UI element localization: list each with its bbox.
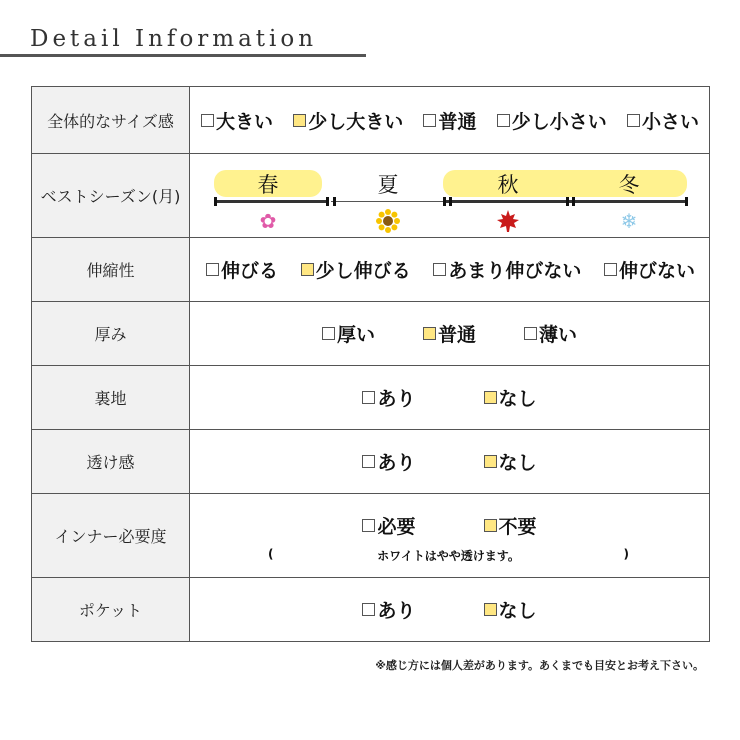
option xyxy=(206,256,278,283)
thickness-options xyxy=(190,320,709,347)
checked-box-icon xyxy=(484,455,497,468)
option-label: 厚い xyxy=(336,324,375,346)
row-value xyxy=(190,87,710,154)
row-size xyxy=(32,87,710,154)
footnote: ※感じ方には個人差があります。あくまでも目安とお考え下さい。 xyxy=(375,659,704,672)
row-label: インナー必要度 xyxy=(32,494,190,578)
season-line xyxy=(214,200,326,203)
option-label: 少し小さい xyxy=(511,110,607,133)
option xyxy=(484,448,537,475)
season-tick xyxy=(214,197,217,206)
option-label: 伸びない xyxy=(618,260,695,282)
season-autumn: 秋 xyxy=(497,173,519,197)
option-label: 不要 xyxy=(498,515,537,538)
row-pocket xyxy=(32,578,710,642)
row-sheer xyxy=(32,430,710,494)
option xyxy=(362,448,415,475)
row-label: 透け感 xyxy=(32,430,190,494)
option-label: なし xyxy=(498,452,537,474)
checked-box-icon xyxy=(301,263,314,276)
option xyxy=(362,512,415,539)
season-tick xyxy=(572,197,575,206)
inner-options xyxy=(190,512,709,539)
option xyxy=(201,107,273,134)
season-summer: 夏 xyxy=(377,173,399,197)
unchecked-box-icon xyxy=(362,603,375,616)
season-tick xyxy=(333,197,336,206)
option-label: 少し大きい xyxy=(308,110,404,133)
title-underline xyxy=(0,54,366,57)
option-label: あり xyxy=(377,388,416,410)
option-label: 薄い xyxy=(539,324,578,346)
season-winter: 冬 xyxy=(618,173,640,197)
row-season xyxy=(32,154,710,238)
maple-leaf-icon xyxy=(496,209,520,233)
unchecked-box-icon xyxy=(322,327,335,340)
row-value xyxy=(190,578,710,642)
option xyxy=(497,107,607,134)
season-line-summer xyxy=(331,201,445,202)
checked-box-icon xyxy=(484,603,497,616)
unchecked-box-icon xyxy=(604,263,617,276)
season-chart xyxy=(190,154,709,237)
option xyxy=(362,384,415,411)
stretch-options xyxy=(190,256,709,283)
option-label: あり xyxy=(377,452,416,474)
row-value xyxy=(190,302,710,366)
row-label: 伸縮性 xyxy=(32,238,190,302)
season-spring: 春 xyxy=(257,173,279,197)
note-paren-open: ( xyxy=(268,546,274,561)
option-label: 必要 xyxy=(377,515,416,538)
option xyxy=(604,256,695,283)
unchecked-box-icon xyxy=(433,263,446,276)
unchecked-box-icon xyxy=(627,114,640,127)
row-thickness xyxy=(32,302,710,366)
option xyxy=(362,596,415,623)
option xyxy=(423,107,476,134)
unchecked-box-icon xyxy=(362,519,375,532)
sakura-icon: ✿ xyxy=(259,209,277,233)
unchecked-box-icon xyxy=(497,114,510,127)
option-label: 小さい xyxy=(641,110,699,133)
lining-options xyxy=(190,384,709,411)
unchecked-box-icon xyxy=(362,391,375,404)
season-tick xyxy=(566,197,569,206)
pocket-options xyxy=(190,596,709,623)
row-inner xyxy=(32,494,710,578)
season-tick xyxy=(326,197,329,206)
row-label: ポケット xyxy=(32,578,190,642)
season-tick xyxy=(443,197,446,206)
sunflower-icon xyxy=(376,209,400,233)
row-value xyxy=(190,238,710,302)
row-stretch xyxy=(32,238,710,302)
option-label: なし xyxy=(498,388,537,410)
note-paren-close: ) xyxy=(623,546,629,561)
option xyxy=(524,320,577,347)
row-label: 厚み xyxy=(32,302,190,366)
unchecked-box-icon xyxy=(201,114,214,127)
row-value xyxy=(190,154,710,238)
unchecked-box-icon xyxy=(423,114,436,127)
option-label: 大きい xyxy=(216,110,274,133)
row-label: 裏地 xyxy=(32,366,190,430)
unchecked-box-icon xyxy=(524,327,537,340)
row-label: ベストシーズン(月) xyxy=(32,154,190,238)
option-label: あり xyxy=(377,600,416,622)
unchecked-box-icon xyxy=(362,455,375,468)
option xyxy=(293,107,403,134)
option xyxy=(484,384,537,411)
row-label: 全体的なサイズ感 xyxy=(32,87,190,154)
checked-box-icon xyxy=(484,391,497,404)
option-label: なし xyxy=(498,600,537,622)
option-label: 普通 xyxy=(437,324,476,346)
note-text: ホワイトはやや透けます。 xyxy=(377,548,520,563)
option xyxy=(423,320,476,347)
season-tick xyxy=(449,197,452,206)
option xyxy=(484,596,537,623)
inner-note xyxy=(190,547,709,564)
sheer-options xyxy=(190,448,709,475)
page-title: Detail Information xyxy=(30,26,318,52)
checked-box-icon xyxy=(484,519,497,532)
season-tick xyxy=(685,197,688,206)
row-value xyxy=(190,366,710,430)
option-label: 伸びる xyxy=(221,260,279,282)
option xyxy=(627,107,699,134)
size-options xyxy=(190,107,709,134)
row-value xyxy=(190,494,710,578)
unchecked-box-icon xyxy=(206,263,219,276)
option-label: あまり伸びない xyxy=(448,260,582,282)
row-value xyxy=(190,430,710,494)
detail-table xyxy=(31,86,710,642)
option-label: 少し伸びる xyxy=(315,260,411,282)
row-lining xyxy=(32,366,710,430)
checked-box-icon xyxy=(423,327,436,340)
snowflake-icon: ❄ xyxy=(620,209,638,233)
option-label: 普通 xyxy=(438,110,477,133)
option xyxy=(484,512,537,539)
option xyxy=(322,320,375,347)
checked-box-icon xyxy=(293,114,306,127)
option xyxy=(433,256,581,283)
option xyxy=(301,256,411,283)
